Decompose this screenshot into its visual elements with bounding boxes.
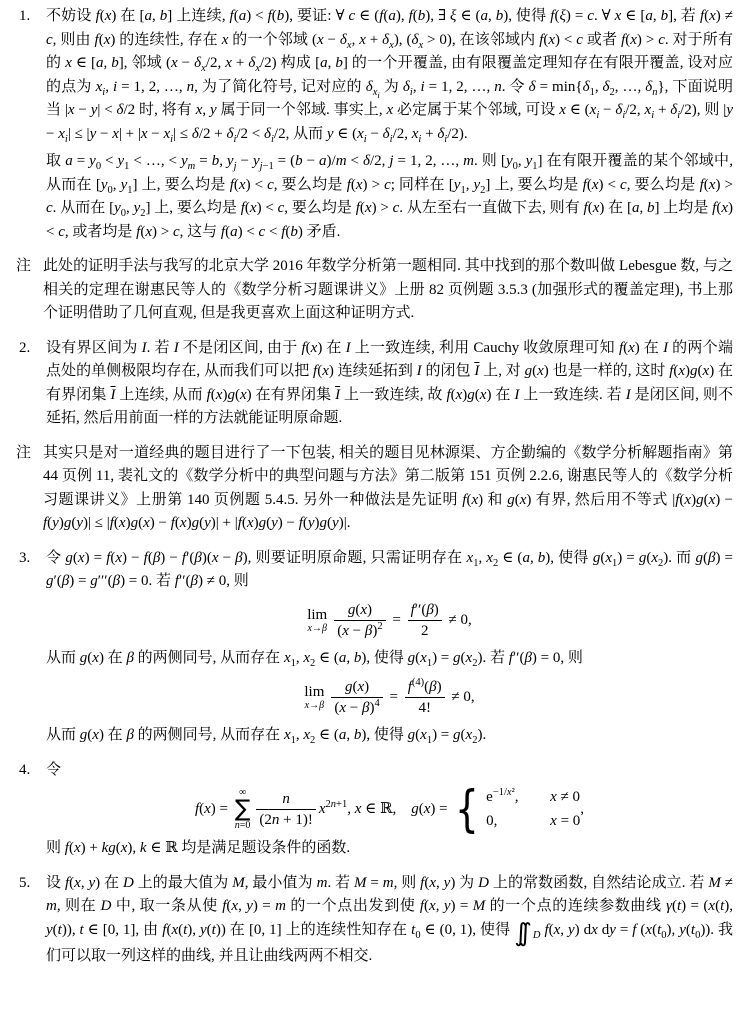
display-formula: f(x) = ∞ ∑ n=0 $\frac{n}{(2n + 1)!}$ $x^{2n+1}$, x ∈ ℝ, g(x) = { $e^{-1/x^2}$, x ≠ 0 0, x = 0 , xyxy=(194,780,585,839)
solution-item xyxy=(16,759,733,861)
item-number: 5. xyxy=(19,874,31,891)
item-number: 1. xyxy=(19,8,31,24)
paragraph: 设有界区间为 I. 若 I 不是闭区间, 由于 f(x) 在 I 上一致连续, 利用 Cauchy 收敛原理可知 f(x) 在 I 的两个端点处的单侧极限均存在, 从而我们可以把 f(x) 连续延拓到 I 的闭包 $\overline{I}$ 上, 对 g(x) 也是一样的, 这时 f(x)g(x) 在有界闭集 $\overline{I}$ 上连续, 从而 f(x)g(x) 在有界闭集 $\overline{I}$ 上一致连续, 故 f(x)g(x) 在 I 上一致连续. 若 I 是闭区间, 则不延拓, 然后用前面一样的方法就能证明原命题. xyxy=(46,339,733,426)
note-marker: 注 xyxy=(16,258,32,274)
paragraph: 令 xyxy=(46,761,62,778)
paragraph: 不妨设 f(x) 在 [a, b] 上连续, f(a) < f(b), 要证: ∀ c ∈ (f(a), f(b), ∃ ξ ∈ (a, b), 使得 f(ξ) = c. ∀ x ∈ [a, b], 若 f(x) ≠ c, 则由 f(x) 的连续性, 存在 x 的一个邻域 ($x - \delta_x$, $x + \delta_x$), $(\delta_x > 0)$, 在该邻域内 f(x) < c 或者 f(x) > c. 对于所有的 x ∈ [a, b], 邻域 ($x - \delta_x/2$, $x + \delta_x/2$) 构成 [a, b] 的一个开覆盖, 由有限覆盖定理知存在有限开覆盖, 设对应的点为 $x_i$, i = 1, 2, …, n, 为了简化符号, 记对应的 $\delta_{x_i}$ 为 $\delta_i$, i = 1, 2, …, n. 令 $\delta = \min\{\delta_1$, $\delta_2$, …, $\delta_n$}, 下面说明当 |x − y| < δ/2 时, 将有 x, y 属于同一个邻域. 事实上, x 必定属于某个邻域, 可设 x ∈ ($x_i - \delta_i/2$, $x_i + \delta_i/2$), 则 $|y - x_i| \le |y - x| + |x - x_i| \le \delta/2 + \delta_i/2 < \delta_i/2$, 从而 y ∈ ($x_i - \delta_i/2$, $x_i + \delta_i/2$). xyxy=(46,8,734,145)
paragraph: 从而 g(x) 在 β 的两侧同号, 从而存在 $x_1$, $x_2$ ∈ (a, b), 使得 $g(x_1) = g(x_2)$. 若 f′′(β) = 0, 则 xyxy=(46,650,583,669)
note-marker: 注 xyxy=(16,444,32,461)
item-number: 2. xyxy=(19,339,31,356)
solution-item xyxy=(16,337,733,431)
solution-item xyxy=(16,547,733,748)
item-content xyxy=(46,547,733,748)
display-formula: lim x→β $\frac{g(x)}{(x - \beta)^2}$ = $\frac{f''(\beta)}{2}$ ≠ 0, xyxy=(307,601,472,639)
item-content xyxy=(43,442,733,536)
item-content xyxy=(46,337,733,431)
item-content xyxy=(46,759,733,861)
note-block xyxy=(16,255,733,326)
paragraph: 从而 g(x) 在 β 的两侧同号, 从而存在 $x_1$, $x_2$ ∈ (a, b), 使得 $g(x_1) = g(x_2)$. xyxy=(46,727,487,746)
solution-item xyxy=(16,5,733,244)
note-block xyxy=(16,442,733,536)
item-content xyxy=(46,5,733,244)
item-number: 3. xyxy=(19,549,31,566)
paragraph: 则 f(x) + kg(x), k ∈ ℝ 均是满足题设条件的函数. xyxy=(46,840,351,856)
item-content xyxy=(43,255,733,326)
item-number: 4. xyxy=(19,761,31,778)
paragraph: 令 g(x) = f(x) − f(β) − f′(β)(x − β), 则要证明原命题, 只需证明存在 $x_1$, $x_2$ ∈ (a, b), 使得 $g(x_1) = g(x_2)$. 而 g(β) = g′(β) = g′′′(β) = 0. 若 f′′(β) ≠ 0, 则 xyxy=(46,549,733,589)
paragraph: 取 $a = y_0 < y_1$ < …, < $y_m = b$, $y_j - y_{j-1} = (b - a)/m < \delta/2$, j = 1, 2, …, m. 则 [$y_0$, $y_1$] 在有限开覆盖的某个邻域中, 从而在 [$y_0$, $y_1$] 上, 要么均是 f(x) < c, 要么均是 f(x) > c; 同样在 [$y_1$, $y_2$] 上, 要么均是 f(x) < c, 要么均是 f(x) > c. 从而在 [$y_0$, $y_2$] 上, 要么均是 f(x) < c, 要么均是 f(x) > c. 从左至右一直做下去, 则有 f(x) 在 [a, b] 上均是 f(x) < c, 或者均是 f(x) > c, 这与 f(a) < c < f(b) 矛盾. xyxy=(46,153,734,240)
item-content xyxy=(46,872,733,969)
paragraph: 此处的证明手法与我写的北京大学 2016 年数学分析第一题相同. 其中找到的那个数叫做 Lebesgue 数, 与之相关的定理在谢惠民等人的《数学分析习题课讲义》上册 82 页例题 3.5.3 (加强形式的覆盖定理), 书上那个证明借助了几何直观, 但是我更喜欢上面这种证明方式. xyxy=(43,258,733,321)
display-formula: lim x→β $\frac{g(x)}{(x - \beta)^4}$ = $\frac{f^{(4)}(\beta)}{4!}$ ≠ 0, xyxy=(304,676,475,716)
paragraph: 设 f(x, y) 在 D 上的最大值为 M, 最小值为 m. 若 M = m, 则 f(x, y) 为 D 上的常数函数, 自然结论成立. 若 M ≠ m, 则在 D 中, 取一条从使 f(x, y) = m 的一个点出发到使 f(x, y) = M 的一个点的连续参数曲线 γ(t) = (x(t), y(t)), t ∈ [0, 1], 由 f(x(t), y(t)) 在 [0, 1] 上的连续性知存在 $t_0$ ∈ (0, 1), 使得 ∫∫ $_D$ f(x, y) dx dy = f ($x(t_0)$, $y(t_0)$). 我们可以取一列这样的曲线, 并且让曲线两两不相交. xyxy=(46,874,734,964)
paragraph: 其实只是对一道经典的题目进行了一下包装, 相关的题目见林源渠、方企勤编的《数学分析解题指南》第 44 页例 11, 裴礼文的《数学分析中的典型问题与方法》第二版第 151 页例 2.2.6, 谢惠民等人的《数学分析习题课讲义》上册第 140 页例题 5.4.5. 另外一种做法是先证明 f(x) 和 g(x) 有界, 然后用不等式 |f(x)g(x) − f(y)g(y)| ≤ |f(x)g(x) − f(x)g(y)| + |f(x)g(y) − f(y)g(y)|. xyxy=(43,444,733,531)
solution-item xyxy=(16,872,733,969)
